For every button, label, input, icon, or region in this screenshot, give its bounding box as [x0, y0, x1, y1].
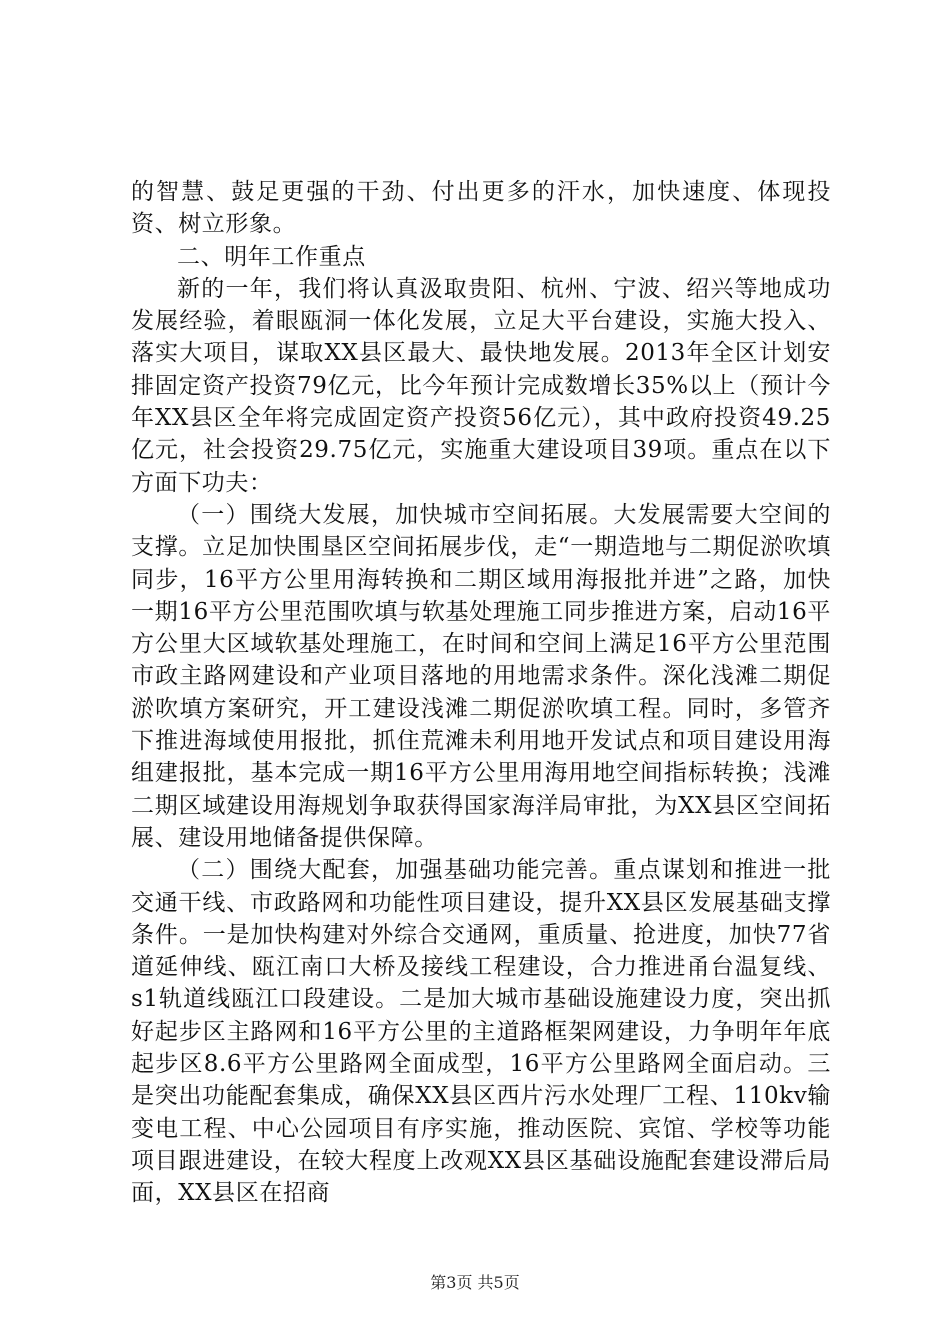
paragraph-continuation: 的智慧、鼓足更强的干劲、付出更多的汗水，加快速度、体现投资、树立形象。 [131, 179, 831, 238]
paragraph-intro: 新的一年，我们将认真汲取贵阳、杭州、宁波、绍兴等地成功发展经验，着眼瓯洞一体化发展，立足大平台建设，实施大投入、落实大项目，谋取XX县区最大、最快地发展。2013年全区计划安排固定资产投资79亿元，比今年预计完成数增长35%以上（预计今年XX县区全年将完成固定资产投资56亿元），其中政府投资49.25亿元，社会投资29.75亿元，实施重大建设项目39项。重点在以下方面下功夫： [131, 275, 831, 496]
section-heading: 二、明年工作重点 [177, 243, 366, 270]
paragraph-item-1: （一）围绕大发展，加快城市空间拓展。大发展需要大空间的支撑。立足加快围垦区空间拓展步伐，走“一期造地与二期促淤吹填同步，16平方公里用海转换和二期区域用海报批并进”之路，加快一期16平方公里范围吹填与软基处理施工同步推进方案，启动16平方公里大区域软基处理施工，在时间和空间上满足16平方公里范围市政主路网建设和产业项目落地的用地需求条件。深化浅滩二期促淤吹填方案研究，开工建设浅滩二期促淤吹填工程。同时，多管齐下推进海域使用报批，抓住荒滩未利用地开发试点和项目建设用海组建报批，基本完成一期16平方公里用海用地空间指标转换；浅滩二期区域建设用海规划争取获得国家海洋局审批，为XX县区空间拓展、建设用地储备提供保障。 [131, 501, 831, 851]
document-body [131, 176, 831, 1210]
paragraph-item-2: （二）围绕大配套，加强基础功能完善。重点谋划和推进一批交通干线、市政路网和功能性项目建设，提升XX县区发展基础支撑条件。一是加快构建对外综合交通网，重质量、抢进度，加快77省道延伸线、瓯江南口大桥及接线工程建设，合力推进甬台温复线、s1轨道线瓯江口段建设。二是加大城市基础设施建设力度，突出抓好起步区主路网和16平方公里的主道路框架网建设，力争明年年底起步区8.6平方公里路网全面成型，16平方公里路网全面启动。三是突出功能配套集成，确保XX县区西片污水处理厂工程、110kv输变电工程、中心公园项目有序实施，推动医院、宾馆、学校等功能项目跟进建设，在较大程度上改观XX县区基础设施配套建设滞后局面，XX县区在招商 [131, 857, 831, 1207]
page-footer: 第3页 共5页 [430, 1273, 520, 1292]
